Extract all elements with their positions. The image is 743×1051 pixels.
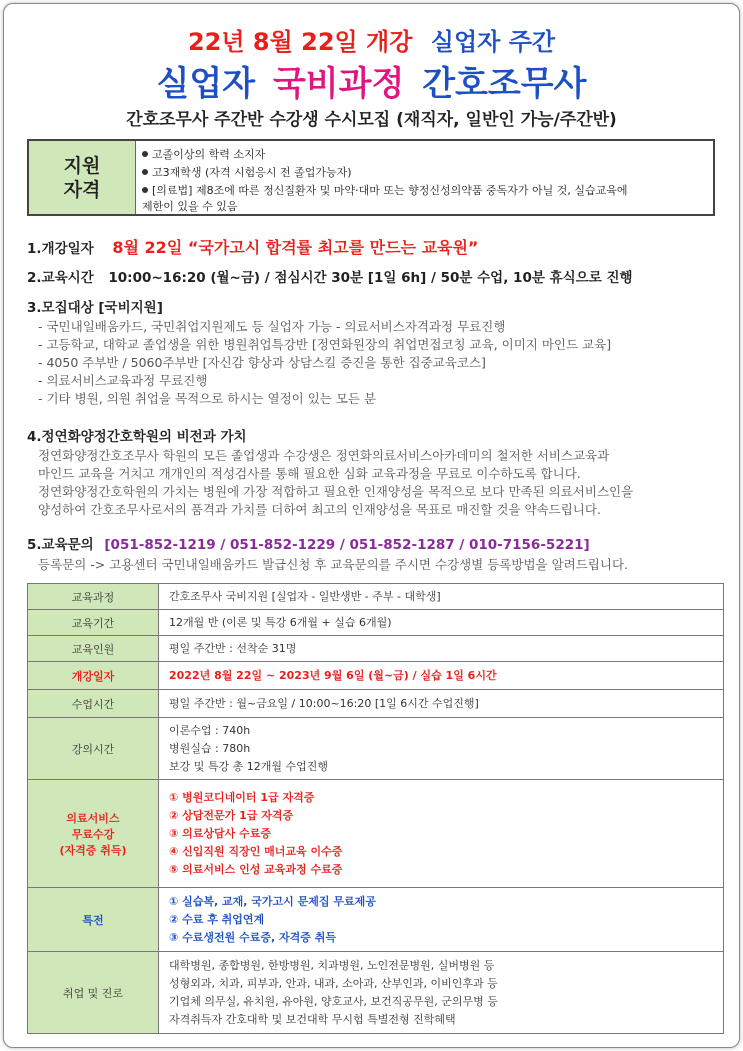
title-part-2: 국비과정 xyxy=(272,64,405,104)
table-row xyxy=(28,662,724,690)
section-1 xyxy=(27,235,478,258)
section-3-body xyxy=(38,318,611,408)
target-line: - 기타 병원, 의원 취업을 목적으로 하시는 열정이 있는 모든 분 xyxy=(38,391,377,406)
section-4-body xyxy=(38,447,633,519)
table-row xyxy=(28,690,724,718)
page-title xyxy=(0,56,743,105)
section-5-label: 5.교육문의 xyxy=(27,537,94,553)
table-row xyxy=(28,952,724,1034)
title-part-3: 간호조무사 xyxy=(422,64,587,104)
row-label: 개강일자 xyxy=(28,662,159,690)
row-value: 이론수업 : 740h 병원실습 : 780h 보강 및 특강 총 12개월 수업진행 xyxy=(159,718,724,780)
row-value: 간호조무사 국비지원 [실업자 - 일반생반 - 주부 - 대학생] xyxy=(159,584,724,610)
section-3-heading: 3.모집대상 [국비지원] xyxy=(27,300,163,316)
course-info-table xyxy=(27,583,724,1034)
vision-line: 정연화양정간호조무사 학원의 모든 졸업생과 수강생은 정연화의료서비스아카데미의 철저한 서비스교육과 xyxy=(38,448,610,463)
table-row xyxy=(28,636,724,662)
row-label: 강의시간 xyxy=(28,718,159,780)
row-label: 교육인원 xyxy=(28,636,159,662)
qualification-label-1: 지원 xyxy=(63,154,101,177)
opening-date: 22년 8월 22일 개강 xyxy=(187,28,413,56)
section-1-value: 8월 22일 “국가고시 합격률 최고를 만드는 교육원” xyxy=(112,238,479,257)
course-type: 실업자 주간 xyxy=(430,28,556,56)
vision-line: 마인드 교육을 거치고 개개인의 적성검사를 통해 필요한 심화 교육과정을 무료로 이수하도록 합니다. xyxy=(38,466,581,481)
qualification-item-cont: 제한이 있을 수 있음 xyxy=(142,200,238,213)
section-2-label: 2.교육시간 xyxy=(27,270,94,286)
qualification-box xyxy=(27,139,715,216)
page-subtitle: 간호조무사 주간반 수강생 수시모집 (재직자, 일반인 가능/주간반) xyxy=(126,110,617,130)
contact-phones: [051-852-1219 / 051-852-1229 / 051-852-1287 / 010-7156-5221] xyxy=(104,537,590,553)
section-2-value: 10:00~16:20 (월~금) / 점심시간 30분 [1일 6h] / 50분 수업, 10분 휴식으로 진행 xyxy=(108,270,633,286)
row-value: ① 실습복, 교재, 국가고시 문제집 무료제공 ② 수료 후 취업연계 ③ 수료생전원 수료증, 자격증 취득 xyxy=(159,888,724,952)
qualification-list xyxy=(136,141,713,214)
table-row xyxy=(28,780,724,888)
bullet-icon xyxy=(142,187,148,193)
qualification-label-2: 자격 xyxy=(63,178,101,201)
title-part-1: 실업자 xyxy=(156,64,256,104)
row-value: ① 병원코디네이터 1급 자격증 ② 상담전문가 1급 자격증 ③ 의료상담사 수료증 ④ 신입직원 직장인 매너교육 이수증 ⑤ 의료서비스 인성 교육과정 수료증 xyxy=(159,780,724,888)
table-row xyxy=(28,584,724,610)
target-line: - 국민내일배움카드, 국민취업지원제도 등 실업자 가능 - 의료서비스자격과정 무료진행 xyxy=(38,319,506,334)
target-line: - 의료서비스교육과정 무료진행 xyxy=(38,373,208,388)
table-row xyxy=(28,718,724,780)
row-value: 대학병원, 종합병원, 한방병원, 치과병원, 노인전문병원, 실버병원 등 성형외과, 치과, 피부과, 안과, 내과, 소아과, 산부인과, 이비인후과 등 기업체 의무실, 유치원, 유아원, 양호교사, 보건직공무원, 군의무병 등 자격취득자 간호대학 및 보건대학 무시험 특별전형 진학혜택 xyxy=(159,952,724,1034)
row-value: 2022년 8월 22일 ~ 2023년 9월 6일 (월~금) / 실습 1일 6시간 xyxy=(159,662,724,690)
row-label: 특전 xyxy=(28,888,159,952)
bullet-icon xyxy=(142,169,148,175)
section-4-heading: 4.정연화양정간호학원의 비전과 가치 xyxy=(27,429,247,445)
row-label: 취업 및 진로 xyxy=(28,952,159,1034)
registration-note: 등록문의 -> 고용센터 국민내일배움카드 발급신청 후 교육문의를 주시면 수강생별 등록방법을 알려드립니다. xyxy=(38,557,628,572)
target-line: - 4050 주부반 / 5060주부반 [자신감 향상과 상담스킬 증진을 통한 집중교육코스] xyxy=(38,355,486,370)
vision-line: 정연화양정간호학원의 가치는 병원에 가장 적합하고 필요한 인재양성을 목적으로 보다 만족된 의료서비스인을 xyxy=(38,484,634,499)
qualification-item: [의료법] 제8조에 따른 정신질환자 및 마약·대마 또는 향정신성의약품 중독자가 아닐 것, 실습교육에 xyxy=(142,183,707,199)
table-row xyxy=(28,610,724,636)
row-label: 교육과정 xyxy=(28,584,159,610)
row-value: 12개월 반 (이론 및 특강 6개월 + 실습 6개월) xyxy=(159,610,724,636)
row-value: 평일 주간반 : 월~금요일 / 10:00~16:20 [1일 6시간 수업진행] xyxy=(159,690,724,718)
vision-line: 양성하여 간호조무사로서의 품격과 가치를 더하여 최고의 인재양성을 목표로 매진할 것을 약속드립니다. xyxy=(38,502,601,517)
section-5 xyxy=(27,533,590,553)
qualification-label xyxy=(29,141,136,214)
headline-opening xyxy=(0,22,743,57)
row-value: 평일 주간반 : 선착순 31명 xyxy=(159,636,724,662)
row-label: 의료서비스 무료수강 (자격증 취득) xyxy=(28,780,159,888)
bullet-icon xyxy=(142,151,148,157)
row-label: 수업시간 xyxy=(28,690,159,718)
qualification-item: 고3재학생 (자격 시험응시 전 졸업가능자) xyxy=(142,165,707,181)
row-label: 교육기간 xyxy=(28,610,159,636)
section-2 xyxy=(27,266,633,286)
target-line: - 고등학교, 대학교 졸업생을 위한 병원취업특강반 [정연화원장의 취업면접코칭 교육, 이미지 마인드 교육] xyxy=(38,337,612,352)
qualification-item: 고졸이상의 학력 소지자 xyxy=(142,147,707,163)
table-row xyxy=(28,888,724,952)
section-1-label: 1.개강일자 xyxy=(27,241,94,257)
